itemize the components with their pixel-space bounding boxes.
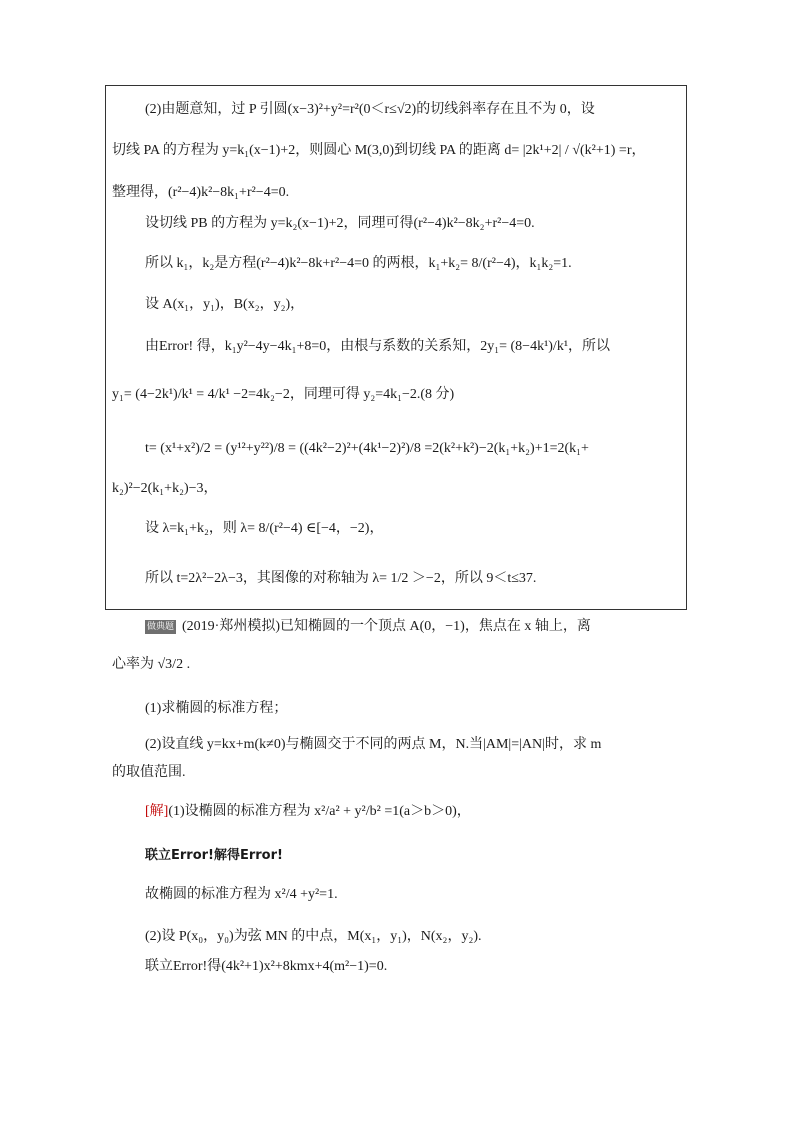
solution-s1: (1)设椭圆的标准方程为 x²/a² + y²/b² =1(a＞b＞0)， xyxy=(168,804,471,819)
example-stem: (2019·郑州模拟)已知椭圆的一个顶点 A(0，−1)，焦点在 x 轴上，离 xyxy=(182,619,591,634)
box-line-9: t= (x¹+x²)/2 = (y¹²+y²²)/8 = ((4k²−2)²+(4k¹−2)²)/8 =2(k²+k²)−2(k₁+k₂)+1=2(k₁+ xyxy=(145,441,589,456)
box-line-11: 设 λ=k₁+k₂，则 λ= 8/(r²−4) ∈[−4，−2)， xyxy=(145,521,384,536)
example-line-2: 心率为 √3/2 . xyxy=(112,657,191,672)
solution-line-4: (2)设 P(x₀，y₀)为弦 MN 的中点，M(x₁，y₁)，N(x₂，y₂). xyxy=(145,929,482,944)
example-q2a: (2)设直线 y=kx+m(k≠0)与椭圆交于不同的两点 M，N.当|AM|=|AN|时，求 m xyxy=(145,737,602,752)
box-line-12: 所以 t=2λ²−2λ−3，其图像的对称轴为 λ= 1/2 ＞−2，所以 9＜t≤37. xyxy=(145,571,537,586)
solution-line-3: 故椭圆的标准方程为 x²/4 +y²=1. xyxy=(145,887,338,902)
solution-label: [解] xyxy=(145,804,169,819)
box-line-6: 设 A(x₁，y₁)，B(x₂，y₂)， xyxy=(145,297,305,312)
box-line-10: k₂)²−2(k₁+k₂)−3， xyxy=(112,481,218,496)
box-line-3: 整理得，(r²−4)k²−8k₁+r²−4=0. xyxy=(112,185,290,200)
solution-line-5: 联立Error!得(4k²+1)x²+8kmx+4(m²−1)=0. xyxy=(145,959,388,974)
box-line-5: 所以 k₁，k₂是方程(r²−4)k²−8k+r²−4=0 的两根，k₁+k₂= 8/(r²−4)，k₁k₂=1. xyxy=(145,256,572,271)
box-line-1: (2)由题意知，过 P 引圆(x−3)²+y²=r²(0＜r≤√2)的切线斜率存在且不为 0，设 xyxy=(145,102,595,117)
solution-line-1 xyxy=(145,803,471,821)
box-line-4: 设切线 PB 的方程为 y=k₂(x−1)+2，同理可得(r²−4)k²−8k₂+r²−4=0. xyxy=(145,216,535,231)
box-line-7: 由Error! 得，k₁y²−4y−4k₁+8=0，由根与系数的关系知，2y₁= (8−4k¹)/k¹，所以 xyxy=(145,339,611,354)
example-q1: (1)求椭圆的标准方程； xyxy=(145,701,288,716)
example-line-1 xyxy=(145,618,591,636)
box-line-2: 切线 PA 的方程为 y=k₁(x−1)+2，则圆心 M(3,0)到切线 PA 的距离 d= |2k¹+2| / √(k²+1) =r， xyxy=(112,143,646,158)
example-tag: 做典题 xyxy=(147,622,175,632)
example-q2b: 的取值范围. xyxy=(112,765,186,780)
solution-line-2: 联立Error!解得Error! xyxy=(145,848,283,863)
box-line-8: y₁= (4−2k¹)/k¹ = 4/k¹ −2=4k₂−2，同理可得 y₂=4k₁−2.(8 分) xyxy=(112,387,455,402)
